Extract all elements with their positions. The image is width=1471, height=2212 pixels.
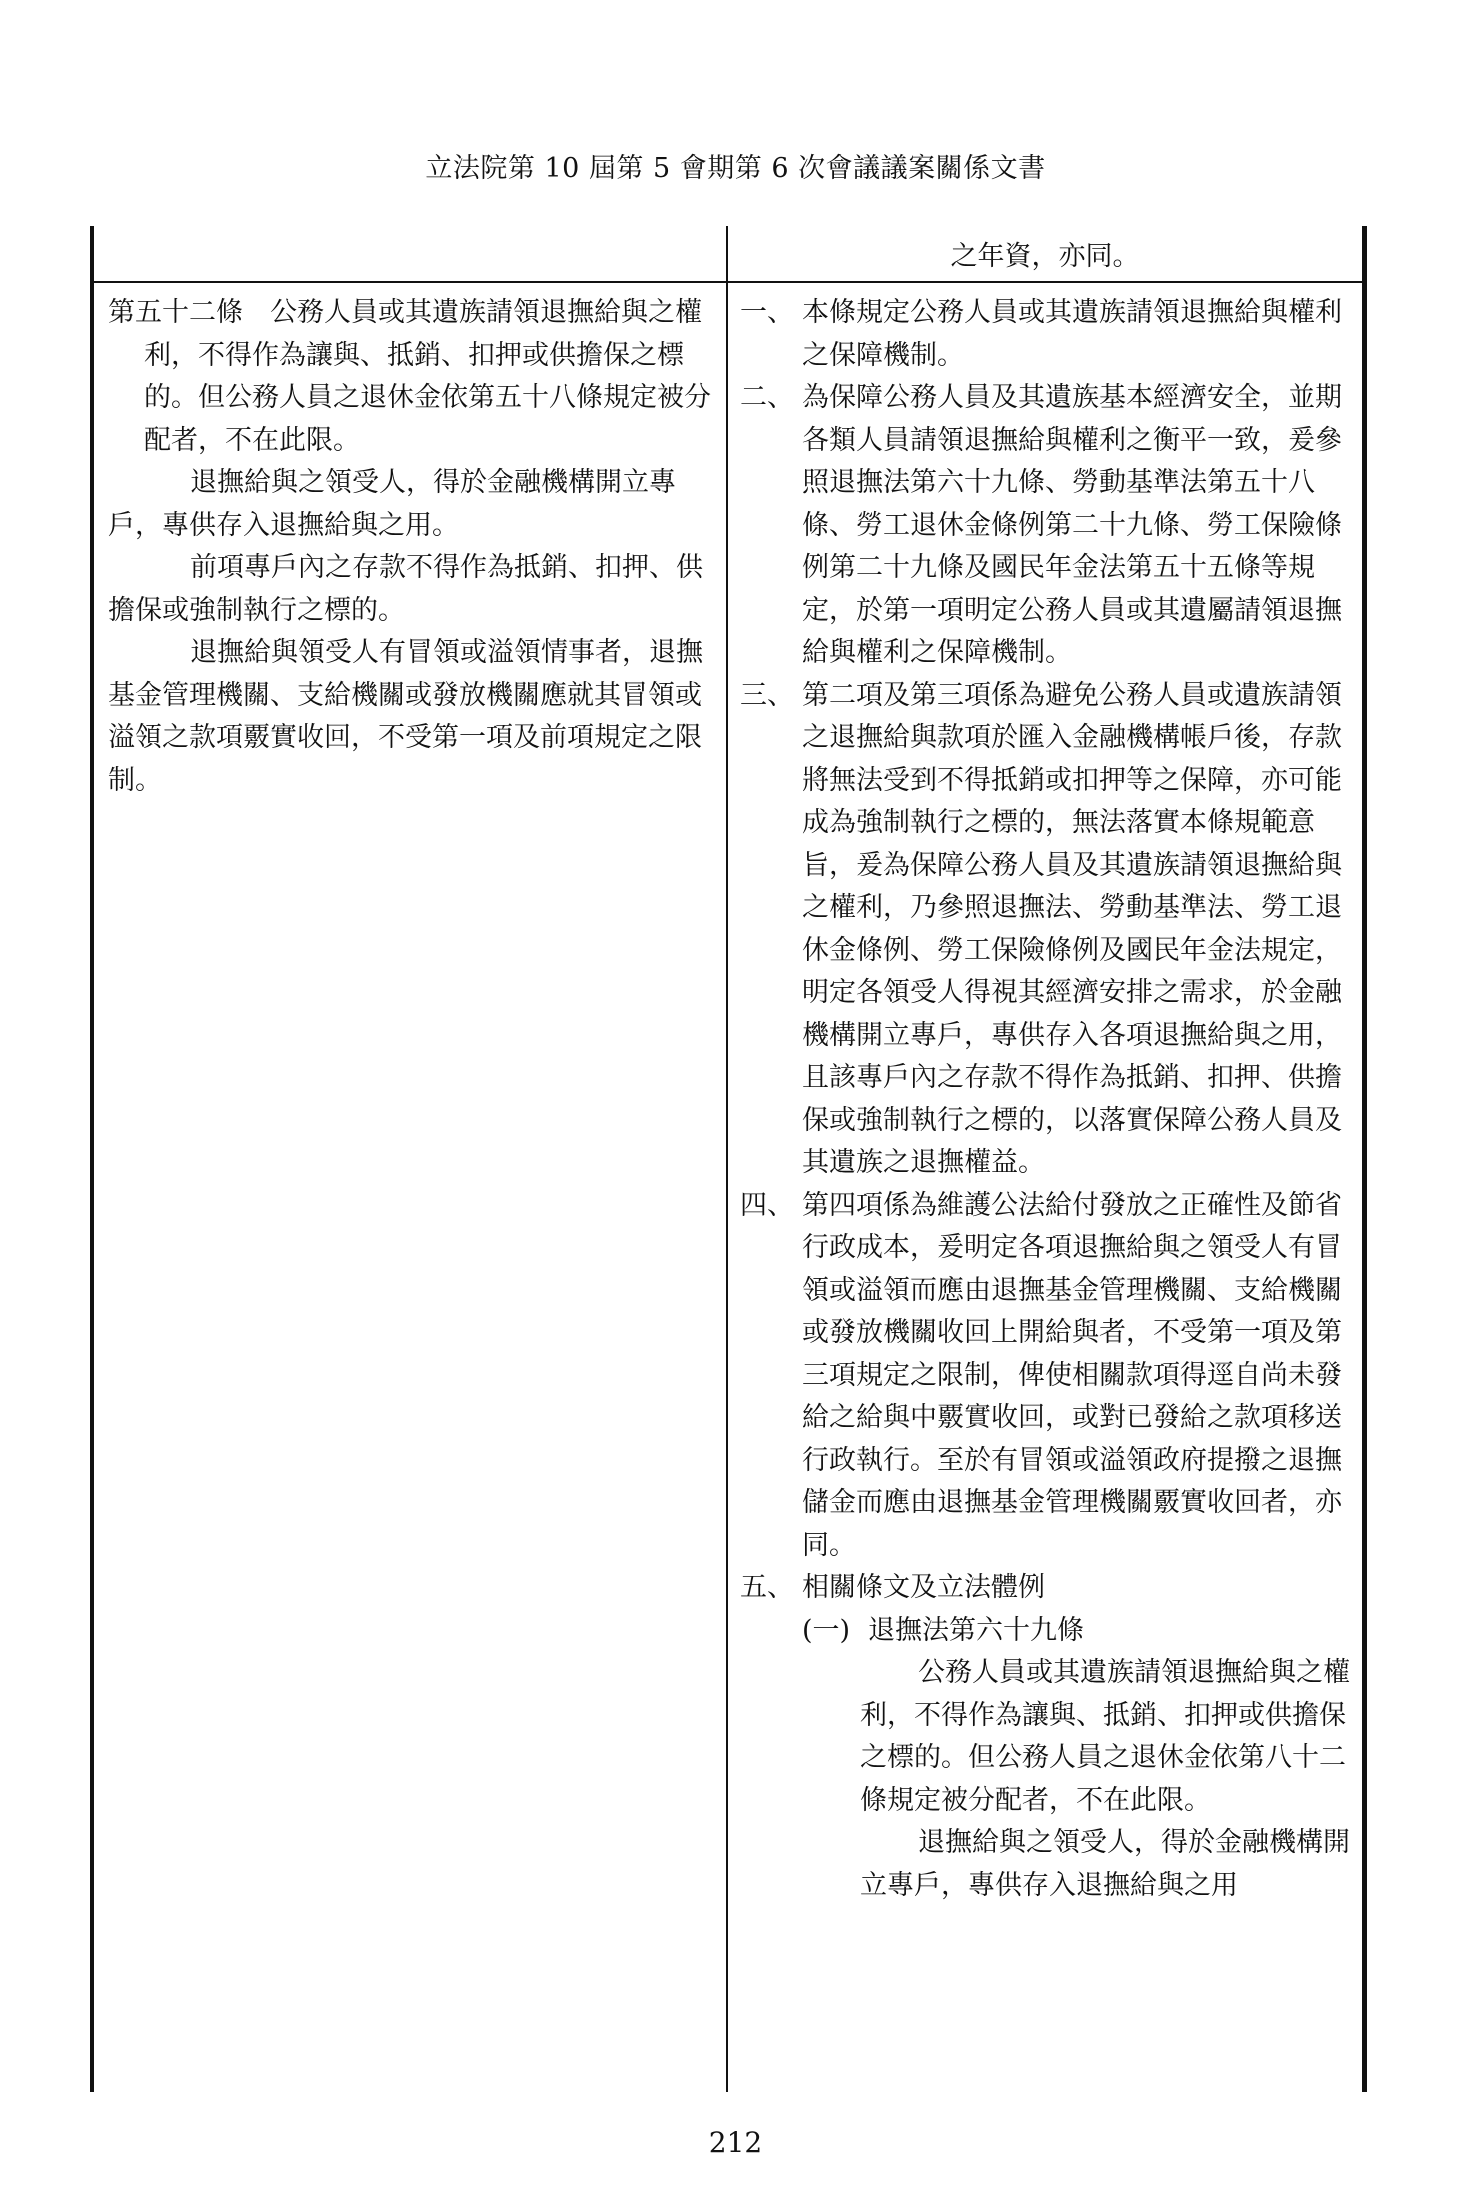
quoted-paragraph: 公務人員或其遺族請領退撫給與之權利，不得作為讓與、抵銷、扣押或供擔保之標的。但公務人員之退休金依第八十二條規定被分配者，不在此限。 [860,1657,1350,1816]
quoted-paragraph: 退撫給與之領受人，得於金融機構開立專戶，專供存入退撫給與之用 [860,1827,1350,1901]
article-paragraph: 退撫給與領受人有冒領或溢領情事者，退撫基金管理機關、支給機關或發放機關應就其冒領或溢領之款項覈實收回，不受第一項及前項規定之限制。 [108,637,703,796]
explanation-item [740,1567,1350,1610]
article-text-column [108,292,713,802]
article-paragraph: 前項專戶內之存款不得作為抵銷、扣押、供擔保或強制執行之標的。 [108,552,703,626]
quoted-statute [740,1652,1350,1907]
explanation-item [740,292,1350,377]
table-left-border [90,226,94,2092]
explanation-item [740,377,1350,675]
table-column-divider [726,226,728,2092]
explanation-item [740,1185,1350,1568]
sub-item [740,1610,1350,1653]
item-number: 五、 [740,1572,794,1603]
table-row-divider [90,281,1367,283]
item-text: 第四項係為維護公法給付發放之正確性及節省行政成本，爰明定各項退撫給與之領受人有冒領或溢領而應由退撫基金管理機關、支給機關或發放機關收回上開給與者，不受第一項及第三項規定之限制，俾使相關款項得逕自尚未發給之給與中覈實收回，或對已發給之款項移送行政執行。至於有冒領或溢領政府提撥之退撫儲金而應由退撫基金管理機關覈實收回者，亦同。 [802,1189,1342,1561]
item-text: 相關條文及立法體例 [802,1572,1045,1603]
table-right-border [1362,226,1367,2092]
continuation-text: 之年資，亦同。 [950,241,1140,272]
explanation-item [740,675,1350,1185]
item-number: 三、 [740,679,794,711]
item-text: 第二項及第三項係為避免公務人員或遺族請領之退撫給與款項於匯入金融機構帳戶後，存款將無法受到不得抵銷或扣押等之保障，亦可能成為強制執行之標的，無法落實本條規範意旨，爰為保障公務人員及其遺族請領退撫給與之權利，乃參照退撫法、勞動基準法、勞工退休金條例、勞工保險條例及國民年金法規定，明定各領受人得視其經濟安排之需求，於金融機構開立專戶，專供存入各項退撫給與之用，且該專戶內之存款不得作為抵銷、扣押、供擔保或強制執行之標的，以落實保障公務人員及其遺族之退撫權益。 [802,679,1342,1178]
sub-item-number: (一) [802,1614,851,1646]
explanation-column [740,292,1350,1907]
item-text: 為保障公務人員及其遺族基本經濟安全，並期各類人員請領退撫給與權利之衡平一致，爰參照退撫法第六十九條、勞動基準法第五十八條、勞工退休金條例第二十九條、勞工保險條例第二十九條及國民年金法第五十五條等規定，於第一項明定公務人員或其遺屬請領退撫給與權利之保障機制。 [802,382,1342,668]
item-text: 本條規定公務人員或其遺族請領退撫給與權利之保障機制。 [802,297,1342,371]
page-number: 212 [708,2126,763,2159]
article-title: 第五十二條 公務人員或其遺族請領退撫給與之權利，不得作為讓與、抵銷、扣押或供擔保之標的。但公務人員之退休金依第五十八條規定被分配者，不在此限。 [108,297,711,456]
item-number: 二、 [740,382,794,413]
comparison-table [90,226,1368,2092]
article-paragraph: 退撫給與之領受人，得於金融機構開立專戶，專供存入退撫給與之用。 [108,467,676,541]
item-number: 一、 [740,297,794,328]
page-header: 立法院第 10 屆第 5 會期第 6 次會議議案關係文書 [425,153,1046,184]
sub-item-text: 退撫法第六十九條 [868,1614,1084,1646]
item-number: 四、 [740,1189,794,1221]
